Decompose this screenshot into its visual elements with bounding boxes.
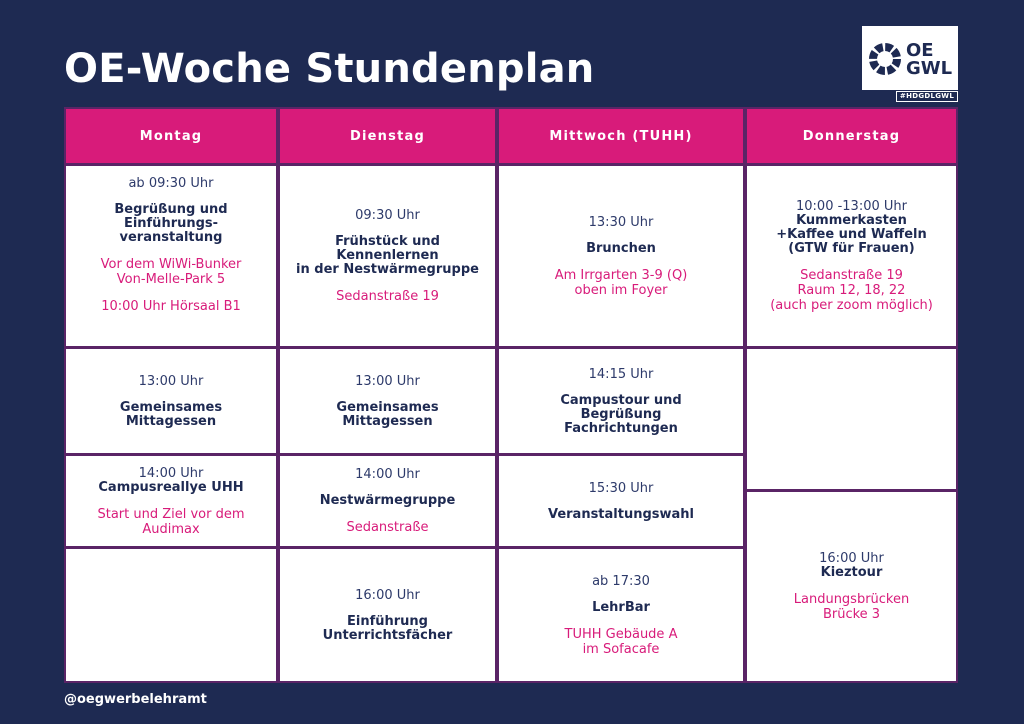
- event-title: Begrüßung und: [114, 202, 228, 217]
- event-time: 10:00 -13:00 Uhr: [796, 199, 907, 214]
- event-title: LehrBar: [592, 599, 650, 615]
- logo-line2: GWL: [906, 58, 953, 79]
- event-title: in der Nestwärmegruppe: [296, 262, 479, 277]
- cell-mittwoch-4: [499, 549, 743, 681]
- schedule-grid: [64, 107, 958, 683]
- cell-dienstag-2: [280, 349, 495, 453]
- event-place: Audimax: [142, 521, 200, 537]
- cell-montag-empty: [66, 549, 276, 681]
- cell-mittwoch-3: [499, 456, 743, 546]
- event-time: 13:00 Uhr: [138, 373, 204, 389]
- cell-montag-3: [66, 456, 276, 546]
- event-place: Raum 12, 18, 22: [797, 283, 906, 298]
- header-mittwoch: Mittwoch (TUHH): [499, 109, 743, 163]
- event-title: Mittagessen: [125, 413, 217, 429]
- cell-donnerstag-1: [747, 166, 956, 346]
- instagram-handle: @oegwerbelehramt: [64, 692, 207, 707]
- cell-dienstag-3: [280, 456, 495, 546]
- event-title: Gemeinsames: [119, 399, 223, 415]
- event-place: Am Irrgarten 3-9 (Q): [554, 267, 688, 283]
- cell-dienstag-1: [280, 166, 495, 346]
- event-title: Mittagessen: [342, 413, 433, 429]
- event-place: Start und Ziel vor dem: [97, 506, 245, 522]
- event-time: 16:00 Uhr: [355, 587, 420, 603]
- header-montag: Montag: [66, 109, 276, 163]
- event-time: 16:00 Uhr: [819, 551, 884, 566]
- cell-montag-2: [66, 349, 276, 453]
- event-place: Von-Melle-Park 5: [116, 272, 226, 287]
- event-time: 09:30 Uhr: [355, 208, 420, 223]
- cell-donnerstag-empty: [747, 349, 956, 489]
- event-title: +Kaffee und Waffeln: [776, 227, 927, 242]
- event-place: Brücke 3: [822, 607, 881, 622]
- header-dienstag: Dienstag: [280, 109, 495, 163]
- event-title: Kieztour: [820, 565, 883, 580]
- event-title: Nestwärmegruppe: [319, 493, 456, 508]
- event-time: 14:00 Uhr: [138, 465, 204, 481]
- page-title: OE-Woche Stundenplan: [64, 46, 595, 92]
- event-place: TUHH Gebäude A: [564, 626, 678, 642]
- event-title: Kummerkasten: [796, 213, 907, 228]
- event-time: ab 09:30 Uhr: [128, 176, 214, 191]
- event-place: Sedanstraße: [346, 520, 429, 535]
- event-time: 14:00 Uhr: [355, 467, 420, 482]
- event-time: 15:30 Uhr: [588, 480, 654, 496]
- ring-icon: [868, 42, 902, 76]
- event-title: Einführung: [347, 613, 428, 629]
- event-time: 14:15 Uhr: [588, 366, 654, 382]
- logo-line1: OE: [906, 40, 934, 61]
- event-title: Kennenlernen: [336, 248, 439, 263]
- cell-dienstag-4: [280, 549, 495, 681]
- event-title: Veranstaltungswahl: [547, 506, 695, 522]
- cell-mittwoch-2: [499, 349, 743, 453]
- oe-gwl-logo: [862, 26, 958, 102]
- event-place: im Sofacafe: [582, 641, 660, 657]
- event-title: Frühstück und: [335, 234, 440, 249]
- event-place: Landungsbrücken: [793, 592, 910, 607]
- event-title: Campusreallye UHH: [98, 479, 244, 495]
- event-title: Begrüßung: [580, 406, 662, 422]
- header-donnerstag: Donnerstag: [747, 109, 956, 163]
- event-title: (GTW für Frauen): [788, 241, 915, 256]
- event-title: veranstaltung: [119, 230, 223, 245]
- event-place: Sedanstraße 19: [336, 289, 439, 304]
- logo-hashtag: #HDGDLGWL: [896, 91, 958, 102]
- event-place: 10:00 Uhr Hörsaal B1: [101, 299, 241, 314]
- event-title: Fachrichtungen: [564, 420, 678, 436]
- cell-montag-1: [66, 166, 276, 346]
- cell-donnerstag-3: [747, 492, 956, 681]
- event-title: Gemeinsames: [336, 399, 439, 415]
- event-place: (auch per zoom möglich): [770, 298, 933, 313]
- event-place: Sedanstraße 19: [800, 268, 903, 283]
- event-time: 13:00 Uhr: [355, 373, 420, 389]
- event-title: Brunchen: [586, 240, 656, 256]
- event-title: Unterrichtsfächer: [322, 627, 453, 643]
- event-place: oben im Foyer: [574, 282, 668, 298]
- event-title: Einführungs-: [123, 216, 219, 231]
- cell-mittwoch-1: [499, 166, 743, 346]
- event-title: Campustour und: [560, 392, 682, 408]
- event-place: Vor dem WiWi-Bunker: [100, 257, 242, 272]
- event-time: 13:30 Uhr: [588, 214, 654, 230]
- event-time: ab 17:30: [592, 573, 650, 589]
